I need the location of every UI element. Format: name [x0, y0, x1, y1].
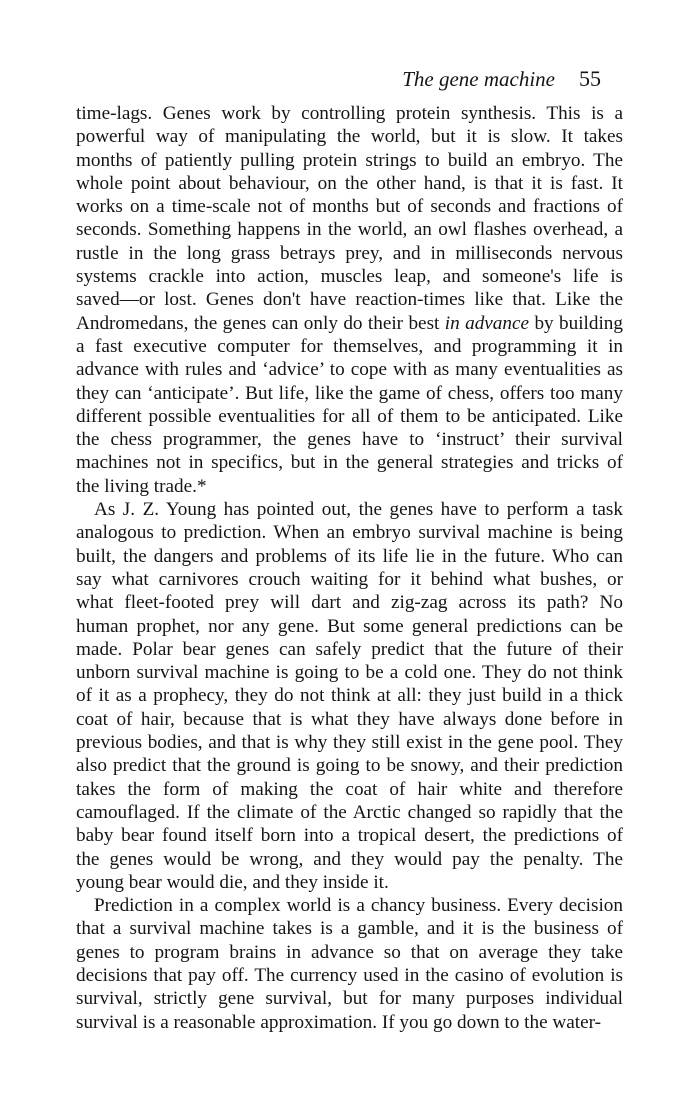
running-head	[402, 66, 601, 92]
text-line	[76, 312, 623, 335]
text-line: As J. Z. Young has pointed out, the genes have to perform a task	[94, 499, 623, 521]
text-line: rustle in the long grass betrays prey, and in milliseconds nervous	[76, 242, 623, 264]
text-line: time-lags. Genes work by controlling protein synthesis. This is a	[76, 103, 623, 124]
text-line: young bear would die, and they inside it.	[76, 871, 389, 893]
running-title: The gene machine	[402, 67, 555, 91]
text-line: that a survival machine takes is a gamble, and it is the business of	[76, 918, 623, 940]
text-line: decisions that pay off. The currency used in the casino of evolution is	[76, 964, 623, 986]
text-line: months of patiently pulling protein strings to build an embryo. The	[76, 149, 623, 171]
page-number: 55	[579, 66, 601, 91]
paragraph	[76, 498, 623, 894]
text-line: different possible eventualities for all of them to be anticipated. Like	[76, 405, 623, 427]
text-line: machines not in specifics, but in the general strategies and tricks of	[76, 452, 623, 474]
text-line: previous bodies, and that is why they still exist in the gene pool. They	[76, 732, 623, 754]
paragraph	[76, 102, 623, 498]
text-line: built, the dangers and problems of its life lie in the future. Who can	[76, 545, 623, 567]
text-line: survival, strictly gene survival, but for many purposes individual	[76, 988, 623, 1010]
text-line: coat of hair, because that is what they have always done before in	[76, 708, 623, 730]
text-line: what fleet-footed prey will dart and zig-zag across its path? No	[76, 592, 623, 614]
text-line: takes the form of making the coat of hair white and therefore	[76, 778, 623, 800]
text-line: systems crackle into action, muscles leap, and someone's life is	[76, 266, 623, 288]
text-line: saved—or lost. Genes don't have reaction-times like that. Like the	[76, 289, 623, 311]
emphasized-text: in advance	[444, 312, 530, 334]
text-line: a fast executive computer for themselves, and programming it in	[76, 335, 623, 357]
text-line: made. Polar bear genes can safely predict that the future of their	[76, 638, 623, 660]
paragraph	[76, 894, 623, 1034]
text-line: seconds. Something happens in the world, an owl flashes overhead, a	[76, 219, 623, 241]
body-text	[76, 102, 623, 1034]
text-line: of it as a prophecy, they do not think at all: they just build in a thick	[76, 685, 623, 707]
text-line: genes to program brains in advance so that on average they take	[76, 941, 623, 963]
text-line: the genes would be wrong, and they would pay the penalty. The	[76, 848, 623, 870]
text-line: works on a time-scale not of months but of seconds and fractions of	[76, 196, 623, 218]
text-line: also predict that the ground is going to be snowy, and their prediction	[76, 755, 623, 777]
text-line: analogous to prediction. When an embryo survival machine is being	[76, 522, 623, 544]
text-line: unborn survival machine is going to be a cold one. They do not think	[76, 662, 623, 684]
text-line: they can ‘anticipate’. But life, like the game of chess, offers too many	[76, 382, 623, 404]
text-line: advance with rules and ‘advice’ to cope with as many eventualities as	[76, 359, 623, 381]
text-line: the chess programmer, the genes have to ‘instruct’ their survival	[76, 429, 623, 451]
text-line: the living trade.*	[76, 475, 207, 497]
text-line: survival is a reasonable approximation. If you go down to the water-	[76, 1011, 601, 1033]
text-run: by building	[529, 312, 623, 334]
text-line: Prediction in a complex world is a chancy business. Every decision	[94, 895, 623, 917]
text-line: powerful way of manipulating the world, but it is slow. It takes	[76, 126, 623, 148]
text-line: whole point about behaviour, on the other hand, is that it is fast. It	[76, 172, 623, 194]
text-line: camouflaged. If the climate of the Arctic changed so rapidly that the	[76, 801, 623, 823]
text-run: Andromedans, the genes can only do their best	[76, 312, 445, 334]
text-line: human prophet, nor any gene. But some general predictions can be	[76, 615, 623, 637]
text-line: baby bear found itself born into a tropical desert, the predictions of	[76, 825, 623, 847]
text-line: say what carnivores crouch waiting for it behind what bushes, or	[76, 568, 623, 590]
